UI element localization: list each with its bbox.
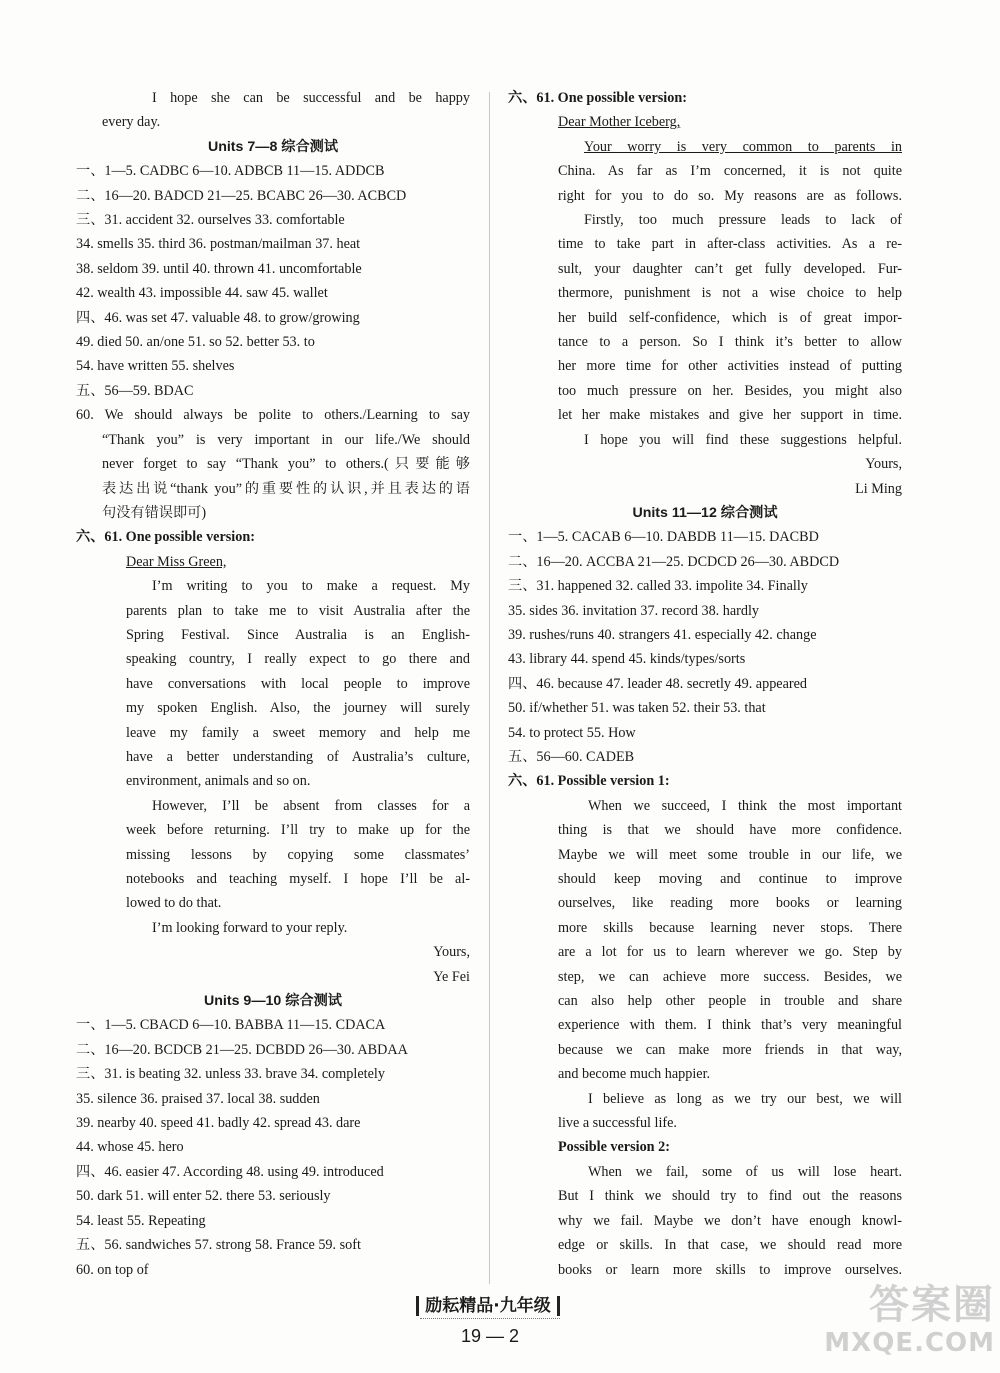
left-column-line: 44. whose 45. hero — [76, 1139, 184, 1156]
left-column-line: 60. We should always be polite to others./Learning to say — [76, 407, 470, 424]
right-column-line: her more time for other activities instead of putting — [558, 358, 902, 375]
right-column-line: books or learn more skills to improve ourselves. — [558, 1261, 902, 1278]
right-column-line: China. As far as I’m concerned, it is not quite — [558, 163, 902, 180]
right-column-line: thing is that we should have more confidence. — [558, 822, 902, 839]
left-column-line: Units 7—8 综合测试 — [207, 138, 339, 155]
right-column-line: I hope you will find these suggestions helpful. — [584, 431, 902, 448]
left-column-line: 60. on top of — [76, 1261, 149, 1278]
left-column-line: 二、16—20. BCDCB 21—25. DCBDD 26—30. ABDAA — [76, 1041, 408, 1058]
left-column-line: have a better understanding of Australia’s culture, — [126, 748, 470, 765]
footer-divider — [420, 1318, 560, 1319]
right-column-line: ourselves, like reading more books or learning — [558, 895, 902, 912]
left-column-line: Units 9—10 综合测试 — [204, 993, 342, 1010]
left-column-line: missing lessons by copying some classmates’ — [126, 846, 470, 863]
left-column-line: 35. silence 36. praised 37. local 38. sudden — [76, 1090, 320, 1107]
right-column-line: But I think we should try to find out the reasons — [558, 1188, 902, 1205]
right-column-line: 39. rushes/runs 40. strangers 41. especially 42. change — [508, 626, 817, 643]
left-column-line: 一、1—5. CADBC 6—10. ADBCB 11—15. ADDCB — [76, 163, 385, 180]
right-column-line: 六、61. One possible version: — [508, 90, 687, 106]
right-column-line: 50. if/whether 51. was taken 52. their 53. that — [508, 700, 766, 717]
left-column-line: 二、16—20. BADCD 21—25. BCABC 26—30. ACBCD — [76, 187, 407, 204]
right-column-line: and become much happier. — [558, 1066, 711, 1083]
left-column-line: 50. dark 51. will enter 52. there 53. seriously — [76, 1188, 331, 1205]
right-column-line: should keep moving and continue to improve — [558, 871, 902, 887]
right-column-line: right for you to do so. My reasons are as follows. — [558, 187, 902, 204]
right-column-line: her build self-confidence, which is of great impor- — [558, 309, 902, 326]
left-column-line: 42. wealth 43. impossible 44. saw 45. wallet — [76, 285, 328, 302]
left-column-line: 四、46. was set 47. valuable 48. to grow/growing — [76, 309, 360, 326]
left-column-line: parents plan to take me to visit Australia after the — [126, 602, 470, 619]
left-column-line: notebooks and teaching myself. I hope I’ll be al- — [126, 871, 470, 887]
footer-title-text: 励耘精品·九年级 — [425, 1296, 551, 1316]
right-column-line: edge or skills. In that case, we should read more — [558, 1237, 902, 1254]
left-column — [76, 86, 470, 1282]
right-column-line: experience with them. I think that’s very meaningful — [558, 1017, 902, 1034]
right-column-line: 六、61. Possible version 1: — [508, 773, 670, 790]
right-column-line: 一、1—5. CACAB 6—10. DABDB 11—15. DACBD — [508, 529, 819, 546]
left-column-line: speaking country, I really expect to go there and — [126, 651, 470, 668]
right-column-line: Dear Mother Iceberg, — [558, 114, 681, 131]
right-column-line: I believe as long as we try our best, we will — [588, 1090, 902, 1107]
left-column-line: 49. died 50. an/one 51. so 52. better 53. to — [76, 334, 315, 351]
left-column-line: every day. — [102, 114, 161, 131]
left-column-line: 三、31. accident 32. ourselves 33. comfortable — [76, 212, 345, 229]
left-column-line: 三、31. is beating 32. unless 33. brave 34. completely — [76, 1066, 385, 1083]
right-column-line: 43. library 44. spend 45. kinds/types/sorts — [508, 651, 746, 668]
left-column-line: 38. seldom 39. until 40. thrown 41. uncomfortable — [76, 260, 362, 277]
right-column-line: Firstly, too much pressure leads to lack of — [584, 212, 902, 229]
right-column-line: When we fail, some of us will lose heart. — [588, 1163, 902, 1180]
left-column-line: 表达出说“thank you”的重要性的认识,并且表达的语 — [102, 480, 470, 497]
left-column-line: 34. smells 35. third 36. postman/mailman 37. heat — [76, 236, 361, 253]
left-column-line: 四、46. easier 47. According 48. using 49. introduced — [76, 1163, 384, 1180]
left-column-line: 54. have written 55. shelves — [76, 358, 235, 375]
right-column-line: sult, your daughter can’t get fully developed. Fur- — [558, 260, 902, 277]
left-column-line: environment, animals and so on. — [126, 773, 311, 790]
watermark — [790, 1282, 995, 1370]
left-column-line: 54. least 55. Repeating — [76, 1212, 206, 1229]
footer-bar-left — [416, 1296, 419, 1316]
column-divider — [489, 92, 490, 1284]
left-column-line: 一、1—5. CBACD 6—10. BABBA 11—15. CDACA — [76, 1017, 386, 1034]
right-column-line: thermore, punishment is not a wise choice to help — [558, 285, 902, 302]
right-column-line: 五、56—60. CADEB — [508, 748, 635, 765]
right-column-line: too much pressure on her. Besides, you might also — [558, 382, 902, 399]
page-number: 19 — 2 — [460, 1326, 520, 1346]
left-column-line: 五、56—59. BDAC — [76, 382, 194, 399]
left-column-line: “Thank you” is very important in our life./We should — [102, 431, 470, 448]
left-column-line: Spring Festival. Since Australia is an English- — [126, 626, 470, 643]
left-column-line: 六、61. One possible version: — [76, 529, 255, 546]
right-column-line: Units 11—12 综合测试 — [632, 504, 778, 521]
left-column-line: 句没有错误即可) — [102, 504, 207, 521]
left-column-line: I’m looking forward to your reply. — [152, 919, 348, 936]
footer-bar-right — [557, 1296, 560, 1316]
right-column-line: more skills because learning never stops. There — [558, 919, 902, 936]
left-column-line: lowed to do that. — [126, 895, 222, 912]
right-column-line: 35. sides 36. invitation 37. record 38. hardly — [508, 602, 759, 619]
right-column-line: 二、16—20. ACCBA 21—25. DCDCD 26—30. ABDCD — [508, 553, 840, 570]
left-column-line: 39. nearby 40. speed 41. badly 42. spread 43. dare — [76, 1115, 361, 1132]
right-column-line: Li Ming — [855, 480, 902, 497]
right-column-line: 四、46. because 47. leader 48. secretly 49. appeared — [508, 675, 807, 692]
left-column-line: Dear Miss Green, — [126, 553, 227, 570]
right-column-line: Your worry is very common to parents in — [584, 138, 902, 155]
right-column-line: Yours, — [865, 456, 902, 473]
left-column-line: have conversations with local people to improve — [126, 675, 470, 692]
right-column-line: let her make mistakes and give her support in time. — [558, 407, 902, 424]
left-column-line: leave my family a sweet memory and help me — [126, 724, 470, 741]
left-column-line: However, I’ll be absent from classes for a — [152, 797, 470, 814]
right-column-line: step, we can achieve more success. Besides, we — [558, 968, 902, 985]
watermark-line2: MXQE.COM — [824, 1328, 995, 1358]
right-column-line: tance to a person. So I think it’s better to allow — [558, 334, 902, 351]
right-column-line: When we succeed, I think the most important — [588, 797, 902, 814]
left-column-line: I’m writing to you to make a request. My — [152, 578, 470, 595]
footer-title — [400, 1293, 576, 1319]
right-column-line: because we can make more friends in that way, — [558, 1041, 902, 1058]
right-column-line: 54. to protect 55. How — [508, 724, 636, 741]
left-column-line: my spoken English. Also, the journey will surely — [126, 700, 470, 717]
left-column-line: Yours, — [433, 944, 470, 961]
right-column-line: 三、31. happened 32. called 33. impolite 34. Finally — [508, 578, 808, 595]
right-column-line: why we fail. Maybe we don’t have enough knowl- — [558, 1212, 902, 1229]
left-column-line: week before returning. I’ll try to make up for the — [126, 822, 470, 839]
right-column-line: time to take part in after-class activities. As a re- — [558, 236, 902, 253]
left-column-line: Ye Fei — [433, 968, 470, 985]
left-column-line: never forget to say “Thank you” to others.(只要能够 — [102, 456, 470, 473]
right-column — [508, 86, 902, 1282]
right-column-line: can also help other people in trouble and share — [558, 993, 902, 1010]
right-column-line: are a lot for us to learn wherever we go. Step by — [558, 944, 902, 961]
right-column-line: Possible version 2: — [558, 1139, 670, 1156]
right-column-line: live a successful life. — [558, 1115, 677, 1132]
right-column-line: Maybe we will meet some trouble in our life, we — [558, 846, 902, 863]
left-column-line: I hope she can be successful and be happy — [152, 90, 470, 106]
left-column-line: 五、56. sandwiches 57. strong 58. France 59. soft — [76, 1237, 361, 1254]
watermark-line1: 答案圈 — [869, 1282, 995, 1328]
